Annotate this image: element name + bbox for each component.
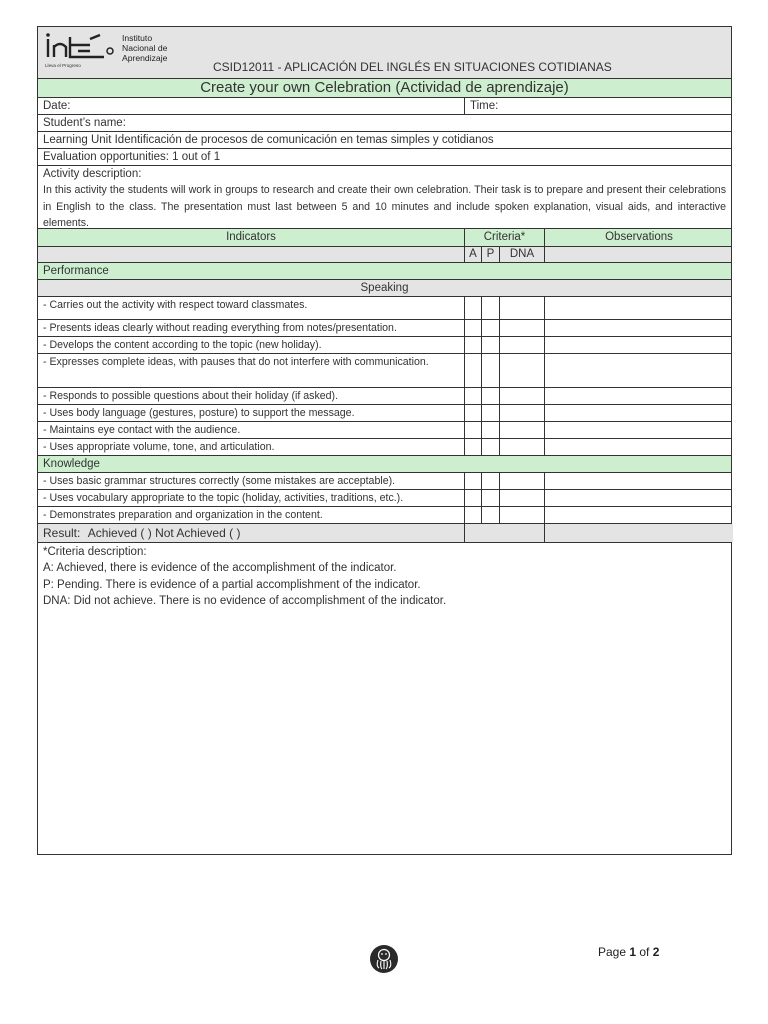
criteria-a-cell[interactable] bbox=[464, 439, 481, 455]
criteria-a-cell[interactable] bbox=[464, 354, 481, 387]
criteria-p-cell[interactable] bbox=[481, 490, 499, 506]
criteria-p-cell[interactable] bbox=[481, 422, 499, 438]
criteria-p-cell[interactable] bbox=[481, 388, 499, 404]
page-of: of bbox=[636, 945, 653, 959]
section-knowledge: Knowledge bbox=[38, 456, 731, 473]
observations-cell[interactable] bbox=[544, 354, 733, 387]
criteria-dna-cell[interactable] bbox=[499, 337, 544, 353]
criteria-subheader bbox=[38, 247, 731, 263]
criteria-dna-cell[interactable] bbox=[499, 405, 544, 421]
criteria-a-cell[interactable] bbox=[464, 405, 481, 421]
observations-cell[interactable] bbox=[544, 405, 733, 421]
activity-label: Activity description: bbox=[43, 168, 142, 180]
criteria-dna-cell[interactable] bbox=[499, 388, 544, 404]
criteria-dna-cell[interactable] bbox=[499, 354, 544, 387]
activity-description bbox=[38, 166, 731, 229]
table-row bbox=[38, 507, 731, 524]
criteria-p-cell[interactable] bbox=[481, 337, 499, 353]
criteria-dna-cell[interactable] bbox=[499, 320, 544, 336]
criteria-a-cell[interactable] bbox=[464, 297, 481, 319]
indicator-text: - Responds to possible questions about their holiday (if asked). bbox=[43, 390, 339, 402]
activity-title: Create your own Celebration (Actividad de aprendizaje) bbox=[38, 79, 731, 98]
col-indicators: Indicators bbox=[226, 231, 276, 243]
criteria-dna-cell[interactable] bbox=[499, 473, 544, 489]
table-row bbox=[38, 439, 731, 456]
indicator-text: - Develops the content according to the topic (new holiday). bbox=[43, 339, 322, 351]
date-time-row bbox=[38, 98, 731, 115]
logo-line-2: Nacional de bbox=[122, 43, 168, 53]
table-row bbox=[38, 320, 731, 337]
criteria-p-cell[interactable] bbox=[481, 297, 499, 319]
criteria-a-cell[interactable] bbox=[464, 422, 481, 438]
observations-cell[interactable] bbox=[544, 297, 733, 319]
result-criteria-cell bbox=[464, 524, 544, 542]
time-cell bbox=[464, 98, 733, 114]
criteria-dna-cell[interactable] bbox=[499, 422, 544, 438]
criteria-p: P bbox=[481, 247, 499, 262]
criteria-a-cell[interactable] bbox=[464, 388, 481, 404]
learning-unit-row: Learning Unit Identificación de procesos de comunicación en temas simples y cotidianos bbox=[38, 132, 731, 149]
subsection-speaking: Speaking bbox=[38, 280, 731, 297]
criteria-a-cell[interactable] bbox=[464, 337, 481, 353]
criteria-a-cell[interactable] bbox=[464, 320, 481, 336]
criteria-a: A bbox=[464, 247, 481, 262]
criteria-p-cell[interactable] bbox=[481, 507, 499, 523]
criteria-p-cell[interactable] bbox=[481, 354, 499, 387]
table-row bbox=[38, 473, 731, 490]
page-current: 1 bbox=[629, 945, 637, 959]
ina-logo bbox=[44, 31, 194, 71]
criteria-dna-cell[interactable] bbox=[499, 439, 544, 455]
logo-line-1: Instituto bbox=[122, 33, 153, 43]
page-prefix: Page bbox=[598, 945, 630, 959]
time-label: Time: bbox=[470, 100, 499, 112]
criteria-p-desc: P: Pending. There is evidence of a partial accomplishment of the indicator. bbox=[43, 578, 421, 591]
table-header bbox=[38, 229, 731, 247]
indicator-text: - Maintains eye contact with the audience. bbox=[43, 424, 241, 436]
evaluation-sheet bbox=[37, 26, 732, 855]
criteria-p-cell[interactable] bbox=[481, 473, 499, 489]
observations-blank bbox=[544, 247, 733, 262]
observations-cell[interactable] bbox=[544, 473, 733, 489]
page-number bbox=[598, 945, 659, 959]
result-observations-cell bbox=[544, 524, 733, 542]
section-performance: Performance bbox=[38, 263, 731, 280]
indicator-text: - Presents ideas clearly without reading everything from notes/presentation. bbox=[43, 322, 397, 334]
criteria-p-cell[interactable] bbox=[481, 320, 499, 336]
table-row bbox=[38, 490, 731, 507]
criteria-a-desc: A: Achieved, there is evidence of the accomplishment of the indicator. bbox=[43, 562, 397, 575]
criteria-a-cell[interactable] bbox=[464, 473, 481, 489]
criteria-description bbox=[43, 544, 446, 609]
col-observations: Observations bbox=[544, 229, 733, 246]
observations-cell[interactable] bbox=[544, 490, 733, 506]
result-row bbox=[38, 524, 731, 543]
result-label: Result: bbox=[43, 526, 81, 540]
criteria-p-cell[interactable] bbox=[481, 439, 499, 455]
col-criteria: Criteria* bbox=[464, 229, 544, 246]
octopus-emblem-icon bbox=[369, 944, 399, 974]
observations-cell[interactable] bbox=[544, 320, 733, 336]
table-row bbox=[38, 354, 731, 388]
observations-cell[interactable] bbox=[544, 439, 733, 455]
activity-text: In this activity the students will work in groups to research and create their own celebration. Their task is to prepare and present their celebrations in English to the class. The presentation must last between 5 and 10 minutes and include spoken explanation, visual aids, and interactive elements. bbox=[43, 184, 726, 230]
course-code: CSID12011 - APLICACIÓN DEL INGLÉS EN SITUACIONES COTIDIANAS bbox=[213, 60, 612, 74]
document-header bbox=[38, 27, 731, 79]
student-name-row: Student’s name: bbox=[38, 115, 731, 132]
indicator-text: - Demonstrates preparation and organization in the content. bbox=[43, 509, 323, 521]
criteria-dna-cell[interactable] bbox=[499, 507, 544, 523]
criteria-a-cell[interactable] bbox=[464, 507, 481, 523]
evaluation-row: Evaluation opportunities: 1 out of 1 bbox=[38, 149, 731, 166]
result-options[interactable]: Achieved ( ) Not Achieved ( ) bbox=[87, 526, 241, 540]
logo-line-3: Aprendizaje bbox=[122, 53, 168, 63]
table-row bbox=[38, 337, 731, 354]
date-label: Date: bbox=[43, 100, 71, 112]
table-row bbox=[38, 297, 731, 320]
criteria-dna-desc: DNA: Did not achieve. There is no evidence of accomplishment of the indicator. bbox=[43, 594, 447, 607]
observations-cell[interactable] bbox=[544, 337, 733, 353]
indicator-text: - Uses vocabulary appropriate to the topic (holiday, activities, traditions, etc.). bbox=[43, 492, 404, 504]
criteria-dna-cell[interactable] bbox=[499, 297, 544, 319]
indicator-text: - Uses appropriate volume, tone, and articulation. bbox=[43, 441, 275, 453]
indicator-text: - Uses body language (gestures, posture) to support the message. bbox=[43, 407, 355, 419]
table-row bbox=[38, 422, 731, 439]
logo-slogan: Lleva el Progreso bbox=[45, 63, 81, 68]
indicator-text: - Uses basic grammar structures correctly (some mistakes are acceptable). bbox=[43, 475, 396, 487]
indicator-text: - Carries out the activity with respect toward classmates. bbox=[43, 299, 308, 311]
criteria-dna-cell[interactable] bbox=[499, 490, 544, 506]
observations-cell[interactable] bbox=[544, 507, 733, 523]
observations-cell[interactable] bbox=[544, 388, 733, 404]
criteria-dna: DNA bbox=[499, 247, 544, 262]
page-total: 2 bbox=[652, 945, 660, 959]
table-row bbox=[38, 405, 731, 422]
observations-cell[interactable] bbox=[544, 422, 733, 438]
criteria-p-cell[interactable] bbox=[481, 405, 499, 421]
table-row bbox=[38, 388, 731, 405]
criteria-heading: *Criteria description: bbox=[43, 546, 147, 558]
indicator-text: - Expresses complete ideas, with pauses that do not interfere with communication. bbox=[43, 356, 429, 368]
criteria-a-cell[interactable] bbox=[464, 490, 481, 506]
